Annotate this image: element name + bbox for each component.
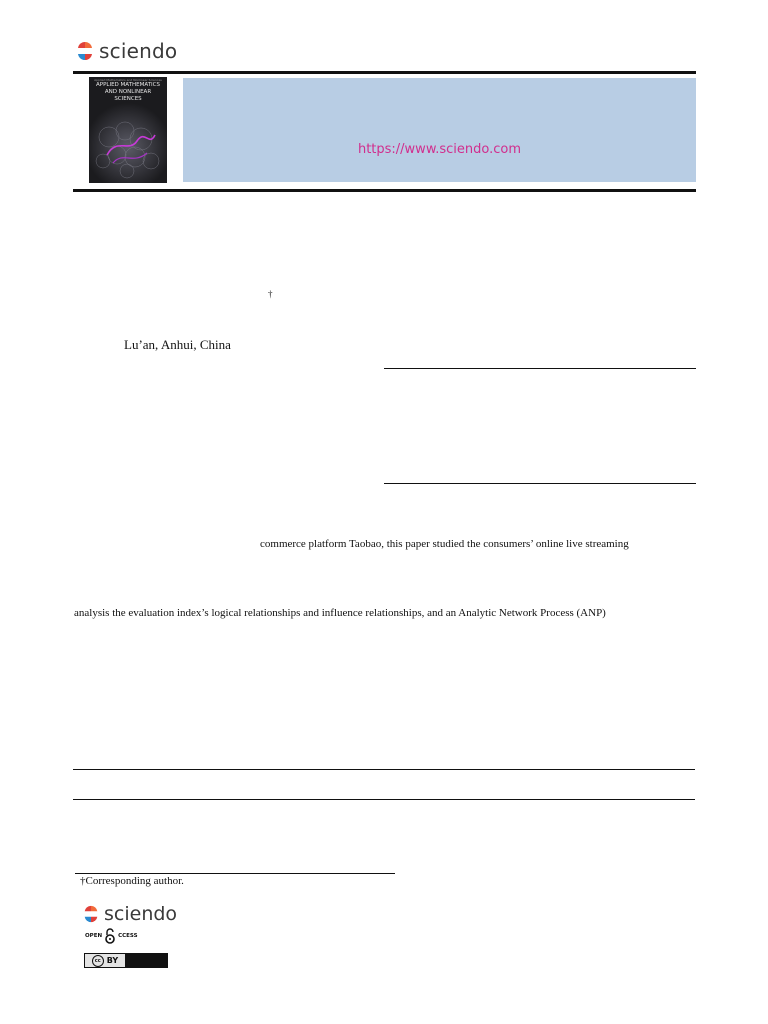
abstract-line-2: analysis the evaluation index’s logical relationships and influence relationships, and an Analytic Network Process (ANP) (74, 607, 606, 619)
cover-series: Applied Mathematics and Nonlinear Sciences (94, 78, 162, 82)
open-access-access: CCESS (118, 933, 138, 939)
sciendo-logo (75, 38, 177, 64)
journal-banner (183, 78, 696, 182)
author-dagger: † (268, 289, 273, 299)
creative-commons-icon: cc (92, 955, 104, 967)
open-access-open: OPEN (85, 933, 103, 939)
sciendo-footer-icon (82, 904, 100, 924)
open-access-badge (85, 928, 138, 944)
header-rule-bottom (73, 189, 696, 192)
header-rule-top (73, 71, 696, 74)
cover-artwork-icon (89, 77, 167, 183)
footnote-corresponding-author: †Corresponding author. (80, 875, 184, 887)
abstract-line-1: commerce platform Taobao, this paper studied the consumers’ online live streaming (260, 538, 629, 550)
footnote-rule (75, 873, 395, 874)
affiliation: Lu’an, Anhui, China (124, 337, 231, 352)
sciendo-footer-logo (82, 903, 177, 925)
abstract-rule-bottom (73, 799, 695, 800)
open-access-lock-icon (104, 928, 116, 944)
journal-cover (89, 77, 167, 183)
cc-by-left (85, 954, 125, 967)
cc-by-bar (125, 954, 167, 967)
article-info-rule-top (384, 368, 696, 369)
sciendo-logo-icon (75, 40, 95, 62)
abstract-rule-top (73, 769, 695, 770)
cc-by-license-badge[interactable] (84, 953, 168, 968)
footer-logo-wordmark: sciendo (104, 903, 178, 925)
license-label: BY (106, 956, 119, 965)
logo-wordmark: sciendo (99, 39, 178, 63)
article-info-rule-bottom (384, 483, 696, 484)
journal-url-link[interactable]: https://www.sciendo.com (357, 142, 522, 157)
cover-title: APPLIED MATHEMATICS AND NONLINEAR SCIENCES (96, 82, 160, 102)
